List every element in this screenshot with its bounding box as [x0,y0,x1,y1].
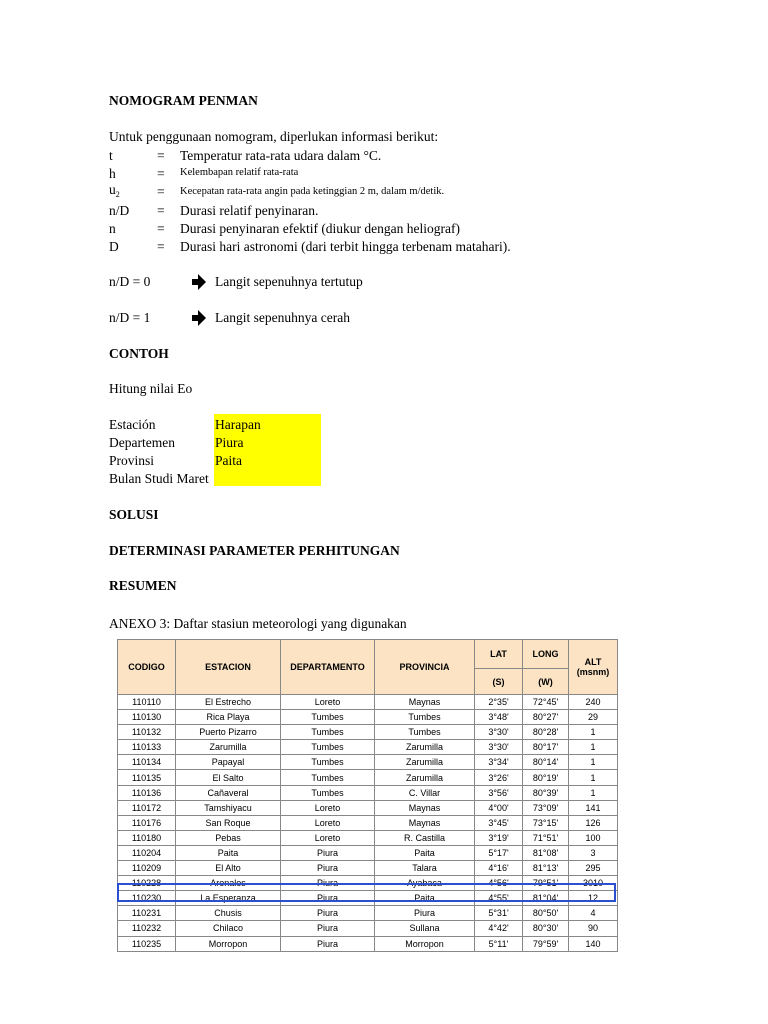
cell-alt: 3 [569,845,618,860]
cell-long: 81°04' [523,891,569,906]
cell-long: 79°59' [523,936,569,951]
cell-alt: 12 [569,891,618,906]
cell-provincia: Zarumilla [375,755,475,770]
cell-estacion: Rica Playa [176,710,281,725]
cell-long: 79°51' [523,876,569,891]
cell-departamento: Tumbes [281,785,375,800]
cell-long: 80°19' [523,770,569,785]
def-desc-t: Temperatur rata-rata udara dalam °C. [180,148,382,163]
cell-provincia: Zarumilla [375,770,475,785]
table-row [118,710,618,725]
def-desc-d: Durasi hari astronomi (dari terbit hingga terbenam matahari). [180,239,511,254]
cell-codigo: 110231 [118,906,176,921]
def-symbol-t: t [109,148,113,163]
def-desc-n: Durasi penyinaran efektif (diukur dengan heliograf) [180,221,461,236]
table-row [118,906,618,921]
cell-long: 80°14' [523,755,569,770]
cell-estacion: La Esperanza [176,891,281,906]
cell-alt: 90 [569,921,618,936]
cell-lat: 4°55' [475,891,523,906]
def-equals: = [157,239,165,254]
cell-estacion: El Salto [176,770,281,785]
field-value-provinsi: Paita [215,453,242,468]
cell-departamento: Piura [281,876,375,891]
cell-provincia: Ayabaca [375,876,475,891]
heading-contoh: CONTOH [109,346,169,361]
cell-alt: 1 [569,755,618,770]
def-symbol-u: u [109,182,116,197]
cell-estacion: Paita [176,845,281,860]
cell-codigo: 110134 [118,755,176,770]
intro-text: Untuk penggunaan nomogram, diperlukan informasi berikut: [109,129,439,144]
cell-provincia: Piura [375,906,475,921]
cell-estacion: Chusis [176,906,281,921]
cell-provincia: R. Castilla [375,830,475,845]
cell-codigo: 110228 [118,876,176,891]
cell-lat: 3°30' [475,725,523,740]
cell-estacion: Chilaco [176,921,281,936]
cell-alt: 100 [569,830,618,845]
cell-lat: 3°19' [475,830,523,845]
def-equals: = [157,184,165,199]
cell-long: 73°15' [523,815,569,830]
cell-codigo: 110136 [118,785,176,800]
cell-lat: 3°26' [475,770,523,785]
cell-lat: 4°56' [475,876,523,891]
cell-long: 73°09' [523,800,569,815]
cell-alt: 1 [569,785,618,800]
cell-codigo: 110135 [118,770,176,785]
cell-long: 80°30' [523,921,569,936]
cell-long: 71°51' [523,830,569,845]
anexo-caption: ANEXO 3: Daftar stasiun meteorologi yang digunakan [109,616,407,631]
cell-estacion: Puerto Pizarro [176,725,281,740]
cell-codigo: 110209 [118,861,176,876]
cell-long: 72°45' [523,695,569,710]
cell-long: 81°08' [523,845,569,860]
table-row [118,845,618,860]
cell-lat: 3°48' [475,710,523,725]
cell-estacion: San Roque [176,815,281,830]
def-equals: = [157,203,165,218]
cell-lat: 4°42' [475,921,523,936]
cell-provincia: Tumbes [375,710,475,725]
cell-codigo: 110230 [118,891,176,906]
def-desc-nd: Durasi relatif penyinaran. [180,203,319,218]
table-row [118,785,618,800]
header-long: LONG [523,640,569,669]
condition-text-0: Langit sepenuhnya tertutup [215,274,363,289]
cell-long: 80°50' [523,906,569,921]
cell-alt: 1 [569,725,618,740]
table-row [118,740,618,755]
cell-alt: 4 [569,906,618,921]
table-row [118,755,618,770]
header-lat: LAT [475,640,523,669]
cell-codigo: 110130 [118,710,176,725]
hitung-text: Hitung nilai Eo [109,381,193,396]
header-estacion: ESTACION [176,640,281,695]
header-departamento: DEPARTAMENTO [281,640,375,695]
table-row [118,725,618,740]
cell-departamento: Piura [281,861,375,876]
cell-departamento: Tumbes [281,710,375,725]
cell-provincia: Paita [375,891,475,906]
cell-provincia: Talara [375,861,475,876]
table-row [118,830,618,845]
cell-long: 80°17' [523,740,569,755]
cell-estacion: Morropon [176,936,281,951]
cell-lat: 3°56' [475,785,523,800]
cell-long: 80°27' [523,710,569,725]
cell-alt: 1 [569,740,618,755]
cell-lat: 3°30' [475,740,523,755]
def-symbol-u2 [109,182,120,203]
def-desc-u2: Kecepatan rata-rata angin pada ketinggian 2 m, dalam m/detik. [180,186,445,197]
cell-alt: 1 [569,770,618,785]
def-desc-h: Kelembapan relatif rata-rata [180,167,299,178]
def-equals: = [157,148,165,163]
cell-lat: 4°00' [475,800,523,815]
cell-departamento: Tumbes [281,770,375,785]
cell-codigo: 110133 [118,740,176,755]
cell-lat: 4°16' [475,861,523,876]
field-label-bulan: Bulan Studi Maret [109,471,209,486]
cell-departamento: Piura [281,891,375,906]
cell-departamento: Loreto [281,830,375,845]
cell-codigo: 110132 [118,725,176,740]
right-arrow-icon [192,274,206,290]
cell-estacion: Zarumilla [176,740,281,755]
cell-provincia: Maynas [375,695,475,710]
cell-lat: 3°45' [475,815,523,830]
cell-long: 81°13' [523,861,569,876]
header-provincia: PROVINCIA [375,640,475,695]
cell-provincia: C. Villar [375,785,475,800]
cell-departamento: Piura [281,845,375,860]
cell-departamento: Tumbes [281,725,375,740]
cell-departamento: Tumbes [281,755,375,770]
def-symbol-nd: n/D [109,203,130,218]
cell-departamento: Piura [281,906,375,921]
table-row [118,770,618,785]
header-long-unit: (W) [523,669,569,695]
cell-estacion: Papayal [176,755,281,770]
cell-provincia: Maynas [375,815,475,830]
cell-estacion: Tamshiyacu [176,800,281,815]
cell-codigo: 110180 [118,830,176,845]
table-row [118,936,618,951]
cell-alt: 141 [569,800,618,815]
cell-estacion: Cañaveral [176,785,281,800]
def-equals: = [157,166,165,181]
right-arrow-icon [192,310,206,326]
cell-departamento: Loreto [281,800,375,815]
field-value-estacion: Harapan [215,417,261,432]
table-row [118,815,618,830]
cell-alt: 3010 [569,876,618,891]
def-symbol-h: h [109,166,116,181]
def-symbol-d: D [109,239,119,254]
cell-lat: 5°17' [475,845,523,860]
cell-long: 80°39' [523,785,569,800]
cell-departamento: Piura [281,936,375,951]
heading-resumen: RESUMEN [109,578,177,593]
def-equals: = [157,221,165,236]
cell-lat: 3°34' [475,755,523,770]
cell-lat: 5°31' [475,906,523,921]
cell-provincia: Maynas [375,800,475,815]
cell-alt: 295 [569,861,618,876]
cell-alt: 140 [569,936,618,951]
field-label-provinsi: Provinsi [109,453,155,468]
cell-codigo: 110172 [118,800,176,815]
highlight-box [117,883,616,902]
cell-alt: 240 [569,695,618,710]
cell-codigo: 110176 [118,815,176,830]
station-table [117,639,618,952]
cell-provincia: Paita [375,845,475,860]
cell-lat: 2°35' [475,695,523,710]
condition-text-1: Langit sepenuhnya cerah [215,310,350,325]
cell-codigo: 110235 [118,936,176,951]
field-value-departemen: Piura [215,435,244,450]
field-label-estacion: Estación [109,417,156,432]
condition-expr-1: n/D = 1 [109,310,151,325]
cell-codigo: 110110 [118,695,176,710]
heading-determinasi: DETERMINASI PARAMETER PERHITUNGAN [109,543,400,558]
cell-alt: 29 [569,710,618,725]
header-lat-unit: (S) [475,669,523,695]
table-row [118,695,618,710]
cell-provincia: Sullana [375,921,475,936]
field-label-departemen: Departemen [109,435,175,450]
header-alt: ALT (msnm) [569,640,618,695]
cell-alt: 126 [569,815,618,830]
cell-departamento: Loreto [281,695,375,710]
cell-provincia: Tumbes [375,725,475,740]
heading-solusi: SOLUSI [109,507,159,522]
cell-codigo: 110232 [118,921,176,936]
cell-provincia: Zarumilla [375,740,475,755]
cell-departamento: Loreto [281,815,375,830]
cell-departamento: Piura [281,921,375,936]
cell-provincia: Morropon [375,936,475,951]
table-row [118,800,618,815]
cell-estacion: El Alto [176,861,281,876]
cell-lat: 5°11' [475,936,523,951]
page-title: NOMOGRAM PENMAN [109,93,258,108]
cell-estacion: Arenales [176,876,281,891]
table-row [118,861,618,876]
header-codigo: CODIGO [118,640,176,695]
table-row [118,921,618,936]
cell-estacion: Pebas [176,830,281,845]
def-symbol-u-sub: 2 [115,190,120,199]
def-symbol-n: n [109,221,116,236]
cell-departamento: Tumbes [281,740,375,755]
cell-codigo: 110204 [118,845,176,860]
cell-estacion: El Estrecho [176,695,281,710]
cell-long: 80°28' [523,725,569,740]
condition-expr-0: n/D = 0 [109,274,151,289]
